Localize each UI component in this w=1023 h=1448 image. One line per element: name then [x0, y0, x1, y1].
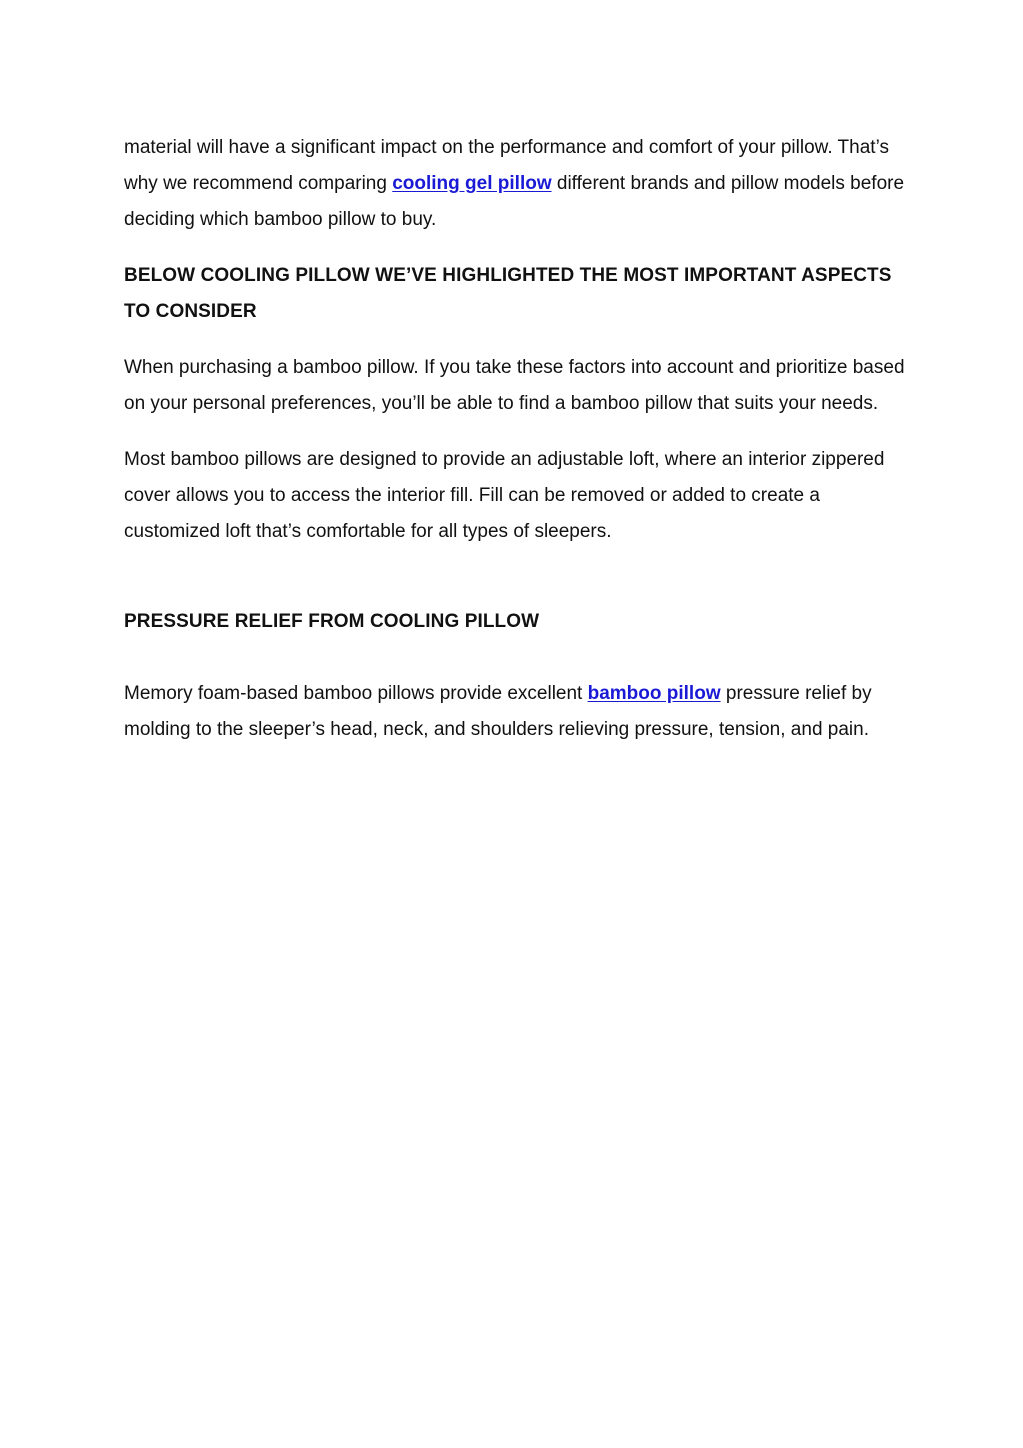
- heading-pressure-relief: PRESSURE RELIEF FROM COOLING PILLOW: [124, 611, 540, 632]
- paragraph-text: pressure relief by molding to the sleeper’s head, neck, and shoulders relieving pressure, tension, and pain.: [124, 683, 872, 740]
- paragraph-text: different brands and pillow models before deciding which bamboo pillow to buy.: [124, 173, 905, 230]
- cooling-gel-pillow-link[interactable]: cooling gel pillow: [392, 173, 552, 194]
- paragraph-memory-foam: [124, 676, 914, 748]
- paragraph-text: material will have a significant impact on the performance and comfort of your pillow. That’s why we recommend comparing: [124, 137, 889, 194]
- document-page: [124, 130, 914, 748]
- paragraph-purchasing: When purchasing a bamboo pillow. If you take these factors into account and prioritize based on your personal preferences, you’ll be able to find a bamboo pillow that suits your needs.: [124, 357, 905, 414]
- paragraph-text: Memory foam-based bamboo pillows provide excellent: [124, 683, 588, 704]
- paragraph-material-impact: [124, 130, 914, 238]
- bamboo-pillow-link[interactable]: bamboo pillow: [587, 683, 721, 704]
- heading-important-aspects: BELOW COOLING PILLOW WE’VE HIGHLIGHTED THE MOST IMPORTANT ASPECTS TO CONSIDER: [124, 265, 892, 322]
- paragraph-adjustable-loft: Most bamboo pillows are designed to provide an adjustable loft, where an interior zippered cover allows you to access the interior fill. Fill can be removed or added to create a customized loft that’s comfortable for all types of sleepers.: [124, 449, 885, 542]
